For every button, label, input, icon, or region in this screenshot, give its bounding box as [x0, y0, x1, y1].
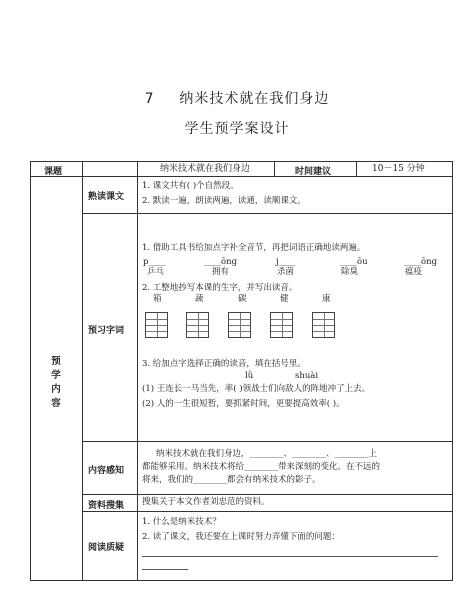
lesson-number: 7 [144, 91, 155, 107]
char-3: 碳 [238, 294, 247, 304]
writing-grid-5[interactable] [312, 312, 335, 338]
content-line-2: 都能够采用。纳米技术将给________带来深刻的变化。在不远的 [142, 462, 381, 472]
content-line-1: 纳米技术就在我们身边，________、________、________上 [156, 449, 378, 459]
content-line-3: 将来，我们的________都会有纳米技术的影子。 [142, 475, 321, 485]
pinyin-blank-2[interactable]: ____ōng [204, 257, 238, 267]
word-3: 杀菌 [277, 267, 295, 277]
time-value: 10－15 分钟 [372, 164, 425, 174]
info-text: 搜集关于本文作者刘忠范的资料。 [142, 497, 270, 507]
question-line-2: 2. 读了课文，我还要在上课时努力弄懂下面的问题： [142, 532, 340, 542]
topic-value: 纳米技术就在我们身边 [160, 164, 251, 174]
side-label: 预学内容 [51, 356, 61, 409]
time-label: 时间建议 [295, 167, 332, 177]
writing-grid-1[interactable] [145, 312, 168, 338]
answer-line-1[interactable] [142, 556, 438, 557]
answer-line-2[interactable] [142, 569, 188, 570]
char-5: 康 [322, 294, 331, 304]
word-2: 拥有 [212, 267, 230, 277]
page-subtitle: 学生预学案设计 [184, 121, 290, 137]
char-4: 健 [280, 294, 289, 304]
words-q1: 1. 借助工具书给加点字补全音节，再把词语正确地读两遍。 [142, 243, 366, 253]
word-1: 乒乓 [147, 267, 165, 277]
writing-grid-4[interactable] [270, 312, 293, 338]
word-4: 除臭 [341, 267, 359, 277]
pinyin-blank-5[interactable]: ____ōng [404, 257, 438, 267]
words-q3: 3. 给加点字选择正确的读音，填在括号里。 [142, 359, 306, 369]
q3-pinyin-2: shuài [295, 371, 319, 381]
words-label: 预习字词 [88, 326, 125, 336]
question-label: 阅读质疑 [88, 543, 125, 553]
lesson-name: 纳米技术就在我们身边 [179, 91, 330, 107]
q3-sentence-1: (1) 王连长一马当先，率( )领战士们向敌人的阵地冲了上去。 [142, 384, 371, 394]
pinyin-blank-3[interactable]: j____ [276, 257, 296, 267]
char-1: 箱 [153, 294, 162, 304]
topic-label: 课题 [44, 167, 63, 177]
words-q2: 2. 工整地抄写本课的生字，并写出读音。 [142, 283, 298, 293]
q3-sentence-2: (2) 人的一生很短暂，要抓紧时间，更要提高效率( )。 [142, 399, 345, 409]
q3-pinyin-1: lǜ [245, 371, 254, 381]
reading-line-1: 1. 课文共有( )个自然段。 [142, 181, 239, 191]
info-label: 资料搜集 [88, 501, 125, 511]
writing-grid-3[interactable] [228, 312, 251, 338]
content-label: 内容感知 [88, 466, 125, 476]
writing-grid-2[interactable] [186, 312, 209, 338]
pinyin-blank-1[interactable]: p____ [143, 257, 166, 267]
word-5: 瘟疫 [405, 267, 423, 277]
char-2: 蔬 [195, 294, 204, 304]
reading-label: 熟读课文 [88, 192, 125, 202]
reading-line-2: 2. 默读一遍，朗读两遍，读通，读顺课文。 [142, 196, 306, 206]
lesson-title [0, 88, 474, 108]
question-line-1: 1. 什么是纳米技术？ [142, 517, 221, 527]
pinyin-blank-4[interactable]: ____ōu [340, 257, 368, 267]
